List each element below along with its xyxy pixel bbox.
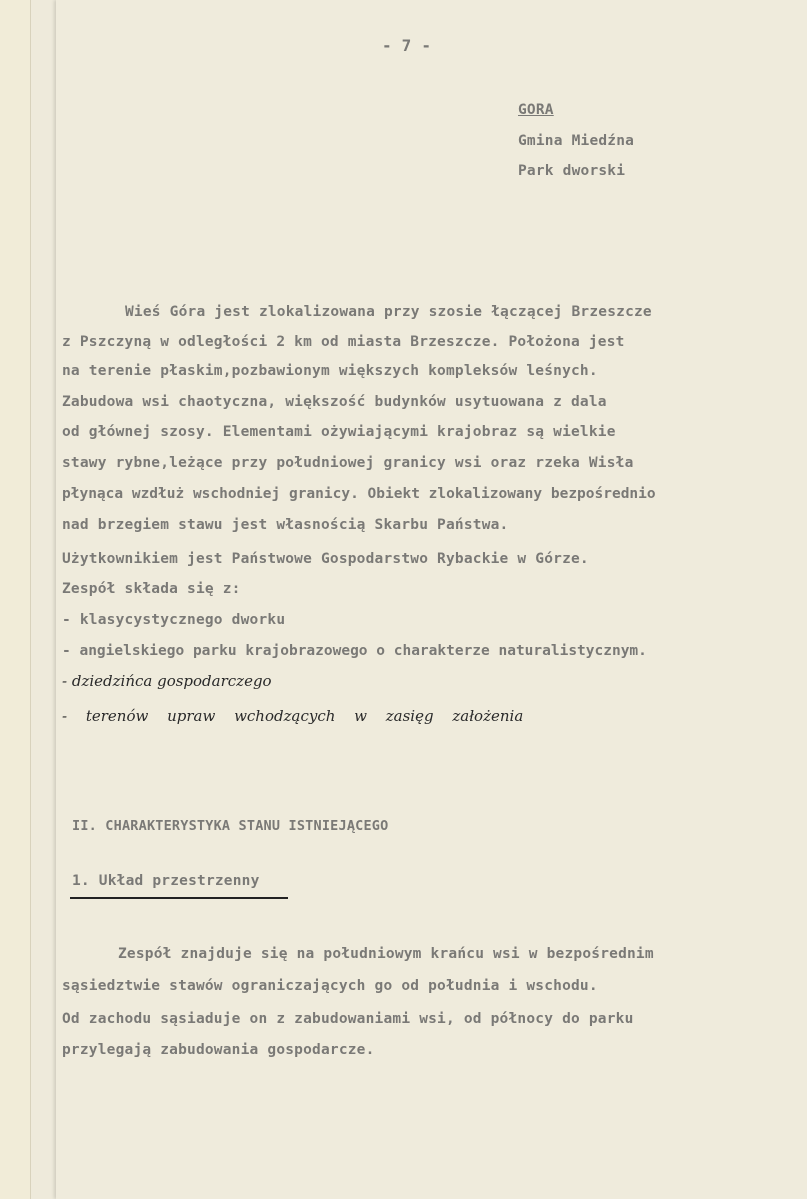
- header-type: Park dworski: [518, 163, 626, 179]
- body-line: Wieś Góra jest zlokalizowana przy szosie łączącej Brzeszcze: [125, 304, 652, 320]
- subsection-underline: [70, 897, 288, 899]
- body-line: płynąca wzdłuż wschodniej granicy. Obiekt zlokalizowany bezpośrednio: [62, 486, 656, 502]
- handwritten-list-item: - dziedzińca gospodarczego: [62, 672, 272, 690]
- handwritten-list-item: - terenów upraw wchodzących w zasięg założenia: [62, 707, 524, 725]
- body-line: Zespół składa się z:: [62, 581, 241, 597]
- page-edge-strip: [0, 0, 31, 1199]
- list-item: - angielskiego parku krajobrazowego o charakterze naturalistycznym.: [62, 643, 647, 659]
- body-line: Zabudowa wsi chaotyczna, większość budynków usytuowana z dala: [62, 394, 607, 410]
- body-line: Użytkownikiem jest Państwowe Gospodarstwo Rybackie w Górze.: [62, 551, 589, 567]
- body-line: stawy rybne,leżące przy południowej granicy wsi oraz rzeka Wisła: [62, 455, 634, 471]
- header-place: GORA: [518, 102, 554, 118]
- body-line: z Pszczyną w odległości 2 km od miasta Brzeszcze. Położona jest: [62, 334, 625, 350]
- body-line: na terenie płaskim,pozbawionym większych kompleksów leśnych.: [62, 363, 598, 379]
- section-line: sąsiedztwie stawów ograniczających go od południa i wschodu.: [62, 978, 598, 994]
- list-item: - klasycystycznego dworku: [62, 612, 286, 628]
- body-line: nad brzegiem stawu jest własnością Skarbu Państwa.: [62, 517, 509, 533]
- page-number: - 7 -: [382, 36, 432, 55]
- body-line: od głównej szosy. Elementami ożywiającymi krajobraz są wielkie: [62, 424, 616, 440]
- section-title: II. CHARAKTERYSTYKA STANU ISTNIEJĄCEGO: [72, 818, 389, 834]
- section-line: Od zachodu sąsiaduje on z zabudowaniami wsi, od północy do parku: [62, 1011, 634, 1027]
- header-gmina: Gmina Miedźna: [518, 133, 635, 149]
- section-line: Zespół znajduje się na południowym krańcu wsi w bezpośrednim: [118, 946, 654, 962]
- subsection-title: 1. Układ przestrzenny: [72, 873, 260, 889]
- section-line: przylegają zabudowania gospodarcze.: [62, 1042, 375, 1058]
